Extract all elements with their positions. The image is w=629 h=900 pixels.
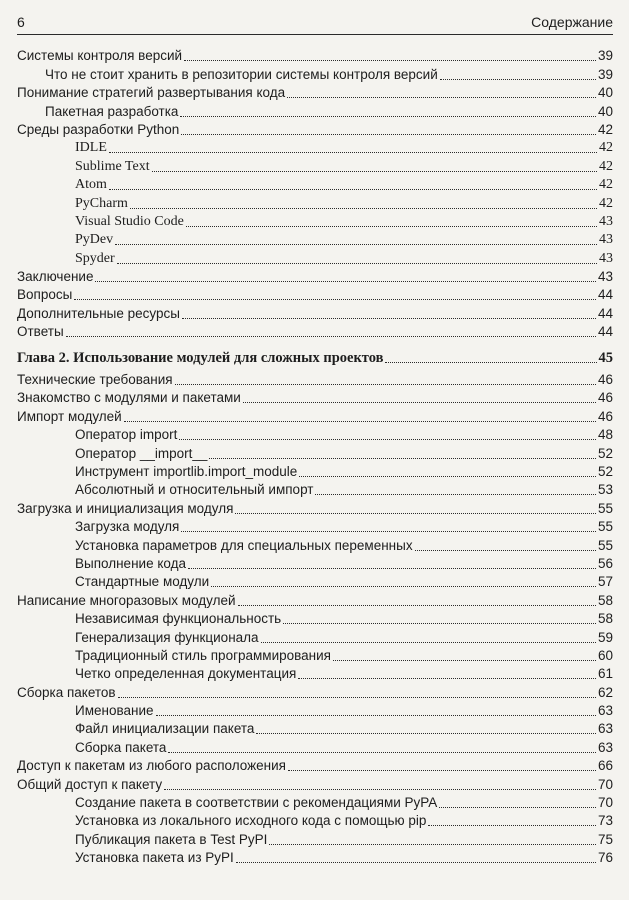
dot-leader	[236, 861, 596, 863]
toc-entry-page: 63	[597, 703, 613, 719]
dot-leader	[238, 604, 596, 606]
toc-entry-label: Знакомство с модулями и пакетами	[17, 390, 241, 406]
toc-entry-page: 76	[597, 850, 613, 866]
toc-entry-page: 44	[597, 324, 613, 340]
dot-leader	[211, 585, 596, 587]
dot-leader	[287, 96, 596, 98]
toc-entry[interactable]	[17, 610, 613, 628]
toc-entry-page: 48	[597, 427, 613, 443]
toc-entry[interactable]	[17, 121, 613, 139]
dot-leader	[440, 78, 596, 80]
toc-entry[interactable]	[17, 628, 613, 646]
toc-entry[interactable]	[17, 286, 613, 304]
dot-leader	[175, 383, 596, 385]
toc-entry-label: Visual Studio Code	[75, 213, 184, 229]
toc-entry-page: 63	[597, 739, 613, 755]
page-number: 6	[17, 14, 25, 30]
toc-entry-page: 44	[597, 305, 613, 321]
toc-entry[interactable]	[17, 231, 613, 249]
toc-entry-label: Spyder	[75, 250, 115, 266]
toc-entry[interactable]	[17, 371, 613, 389]
dot-leader	[299, 475, 596, 477]
toc-entry[interactable]	[17, 249, 613, 267]
toc-entry-page: 44	[597, 287, 613, 303]
dot-leader	[109, 188, 597, 190]
toc-entry-page: 42	[599, 140, 613, 156]
toc-entry-label: Ответы	[17, 324, 64, 340]
toc-entry[interactable]	[17, 102, 613, 120]
dot-leader	[115, 243, 597, 245]
toc-entry[interactable]	[17, 157, 613, 175]
dot-leader	[109, 151, 597, 153]
toc-entry[interactable]	[17, 702, 613, 720]
toc-entry[interactable]	[17, 84, 613, 102]
toc-entry-label: Что не стоит хранить в репозитории системы контроля версий	[45, 66, 438, 82]
toc-entry-page: 62	[597, 684, 613, 700]
dot-leader	[180, 115, 596, 117]
dot-leader	[152, 170, 597, 172]
toc-entry-page: 70	[597, 795, 613, 811]
dot-leader	[117, 262, 597, 264]
toc-chapter-entry[interactable]	[17, 348, 613, 366]
dot-leader	[186, 225, 597, 227]
toc-entry[interactable]	[17, 481, 613, 499]
toc-entry-page: 46	[597, 390, 613, 406]
toc-entry-label: Инструмент importlib.import_module	[75, 463, 298, 479]
toc-entry[interactable]	[17, 591, 613, 609]
toc-entry-label: Импорт модулей	[17, 408, 122, 424]
dot-leader	[179, 438, 596, 440]
toc-entry-label: Системы контроля версий	[17, 48, 183, 64]
toc-entry-page: 42	[599, 177, 613, 193]
dot-leader	[156, 714, 596, 716]
toc-entry-label: Общий доступ к пакету	[17, 776, 163, 792]
toc-entry-page: 53	[597, 482, 613, 498]
toc-entry-page: 46	[597, 372, 613, 388]
toc-entry[interactable]	[17, 176, 613, 194]
dot-leader	[261, 641, 596, 643]
toc-entry-label: Atom	[75, 177, 107, 193]
toc-entry-page: 43	[599, 250, 613, 266]
toc-entry[interactable]	[17, 194, 613, 212]
toc-entry-page: 55	[597, 519, 613, 535]
toc-entry-label: PyDev	[75, 232, 114, 248]
dot-leader	[269, 843, 596, 845]
dot-leader	[256, 732, 596, 734]
toc-entry-page: 61	[597, 666, 613, 682]
toc-entry-label: Вопросы	[17, 287, 73, 303]
dot-leader	[95, 280, 595, 282]
dot-leader	[428, 824, 596, 826]
toc-entry-label: Загрузка и инициализация модуля	[17, 500, 234, 516]
toc-entry-page: 70	[597, 776, 613, 792]
dot-leader	[66, 335, 596, 337]
page-header	[17, 12, 613, 35]
toc-entry-label: Доступ к пакетам из любого расположения	[17, 758, 286, 774]
toc-entry[interactable]	[17, 47, 613, 65]
toc-entry[interactable]	[17, 268, 613, 286]
toc-entry[interactable]	[17, 683, 613, 701]
toc-entry-label: Понимание стратегий развертывания кода	[17, 85, 286, 101]
toc-entry[interactable]	[17, 518, 613, 536]
dot-leader	[188, 567, 596, 569]
toc-entry[interactable]	[17, 830, 613, 848]
toc-entry-label: Стандартные модули	[75, 574, 210, 590]
toc-entry[interactable]	[17, 720, 613, 738]
toc-entry[interactable]	[17, 775, 613, 793]
toc-entry-page: 39	[597, 48, 613, 64]
toc-entry-label: Оператор import	[75, 427, 178, 443]
toc-entry[interactable]	[17, 389, 613, 407]
toc-entry[interactable]	[17, 463, 613, 481]
toc-entry[interactable]	[17, 304, 613, 322]
toc-entry-label: IDLE	[75, 140, 107, 156]
toc-entry-page: 60	[597, 647, 613, 663]
toc-entry-page: 73	[597, 813, 613, 829]
dot-leader	[184, 59, 596, 61]
toc-entry-label: Среды разработки Python	[17, 121, 180, 137]
toc-entry[interactable]	[17, 794, 613, 812]
toc-entry[interactable]	[17, 812, 613, 830]
dot-leader	[315, 493, 596, 495]
toc-entry-page: 55	[597, 537, 613, 553]
toc-entry-page: 52	[597, 445, 613, 461]
dot-leader	[439, 806, 596, 808]
toc-entry[interactable]	[17, 65, 613, 83]
toc-entry-label: Сборка пакета	[75, 739, 167, 755]
toc-entry-page: 58	[597, 592, 613, 608]
toc-entry-page: 58	[597, 611, 613, 627]
dot-leader	[181, 530, 596, 532]
dot-leader	[288, 769, 596, 771]
toc-entry[interactable]	[17, 647, 613, 665]
toc-entry-label: Генерализация функционала	[75, 629, 259, 645]
toc-entry[interactable]	[17, 573, 613, 591]
toc-entry[interactable]	[17, 213, 613, 231]
dot-leader	[164, 788, 596, 790]
toc-entry-label: Написание многоразовых модулей	[17, 592, 236, 608]
toc-entry[interactable]	[17, 407, 613, 425]
dot-leader	[182, 317, 596, 319]
toc-entry[interactable]	[17, 139, 613, 157]
dot-leader	[168, 751, 596, 753]
toc-entry-page: 57	[597, 574, 613, 590]
toc-entry-label: Публикация пакета в Test PyPI	[75, 831, 268, 847]
toc-entry-label: Заключение	[17, 269, 94, 285]
toc-entry-label: Традиционный стиль программирования	[75, 647, 331, 663]
toc-entry-label: PyCharm	[75, 195, 128, 211]
toc-entry-page: 55	[597, 500, 613, 516]
toc-entry-page: 40	[597, 85, 613, 101]
dot-leader	[283, 622, 596, 624]
dot-leader	[74, 298, 596, 300]
dot-leader	[333, 659, 596, 661]
dot-leader	[130, 207, 597, 209]
dot-leader	[243, 401, 596, 403]
toc-entry-label: Четко определенная документация	[75, 666, 297, 682]
toc-entry-page: 75	[597, 831, 613, 847]
toc-entry-page: 46	[597, 408, 613, 424]
toc-entry-label: Создание пакета в соответствии с рекомендациями PyPA	[75, 795, 438, 811]
dot-leader	[209, 457, 596, 459]
toc-entry-page: 45	[598, 349, 613, 366]
toc-entry[interactable]	[17, 426, 613, 444]
toc-entry[interactable]	[17, 665, 613, 683]
toc-entry-label: Дополнительные ресурсы	[17, 305, 180, 321]
toc-entry-label: Оператор __import__	[75, 445, 208, 461]
toc-entry-label: Сборка пакетов	[17, 684, 116, 700]
toc-entry[interactable]	[17, 499, 613, 517]
toc-entry-page: 59	[597, 629, 613, 645]
toc-entry-page: 63	[597, 721, 613, 737]
toc-entry-page: 40	[597, 103, 613, 119]
toc-entry-label: Установка параметров для специальных переменных	[75, 537, 413, 553]
toc-entry[interactable]	[17, 323, 613, 341]
toc-entry-page: 42	[599, 195, 613, 211]
toc-entry-page: 42	[599, 158, 613, 174]
toc-entry-label: Независимая функциональность	[75, 611, 282, 627]
dot-leader	[235, 512, 596, 514]
toc-entry-label: Установка пакета из PyPI	[75, 850, 234, 866]
toc-entry-label: Глава 2. Использование модулей для сложных проектов	[17, 349, 384, 366]
toc-entry-page: 56	[597, 555, 613, 571]
toc-entry-label: Пакетная разработка	[45, 103, 179, 119]
toc-entry-page: 66	[597, 758, 613, 774]
toc-entry-page: 39	[597, 66, 613, 82]
toc-entry[interactable]	[17, 536, 613, 554]
toc-entry-label: Загрузка модуля	[75, 519, 180, 535]
dot-leader	[124, 420, 596, 422]
toc-entry[interactable]	[17, 738, 613, 756]
page-title: Содержание	[531, 14, 613, 30]
toc-entry-page: 52	[597, 463, 613, 479]
toc-entry-label: Файл инициализации пакета	[75, 721, 255, 737]
dot-leader	[415, 549, 596, 551]
toc-entry-label: Технические требования	[17, 372, 173, 388]
toc-entry-page: 43	[599, 232, 613, 248]
dot-leader	[385, 361, 596, 363]
toc-entry[interactable]	[17, 757, 613, 775]
toc-entry-page: 43	[597, 269, 613, 285]
toc-entry-label: Выполнение кода	[75, 555, 186, 571]
toc-entry[interactable]	[17, 849, 613, 867]
toc-entry-page: 42	[597, 121, 613, 137]
dot-leader	[118, 696, 596, 698]
toc-entry[interactable]	[17, 444, 613, 462]
table-of-contents	[17, 47, 613, 867]
dot-leader	[181, 133, 596, 135]
toc-entry-label: Установка из локального исходного кода с помощью pip	[75, 813, 427, 829]
toc-entry-label: Sublime Text	[75, 158, 150, 174]
toc-entry-page: 43	[599, 213, 613, 229]
toc-entry[interactable]	[17, 555, 613, 573]
toc-entry-label: Именование	[75, 703, 154, 719]
toc-entry-label: Абсолютный и относительный импорт	[75, 482, 314, 498]
dot-leader	[298, 677, 596, 679]
